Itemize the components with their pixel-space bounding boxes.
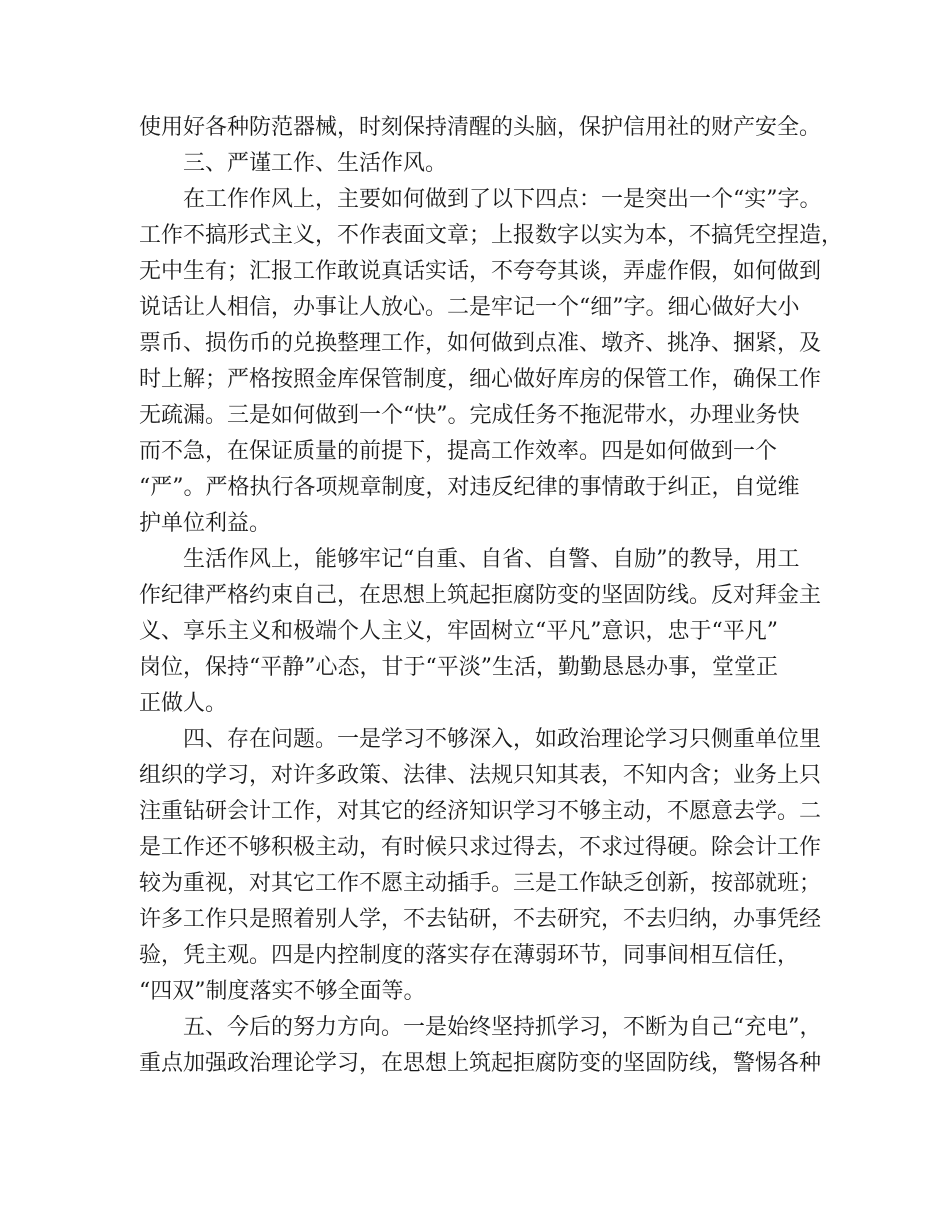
text-line-10: 而不急，在保证质量的前提下，提高工作效率。四是如何做到一个	[139, 439, 778, 464]
text-line-3: 在工作作风上，主要如何做到了以下四点：一是突出一个“实”字。	[183, 187, 822, 212]
text-line-17: 正做人。	[139, 691, 228, 716]
text-line-26: 五、今后的努力方向。一是始终坚持抓学习，不断为自己“充电”，	[183, 1015, 822, 1040]
text-line-15: 义、享乐主义和极端个人主义，牢固树立“平凡”意识，忠于“平凡”	[139, 619, 778, 644]
text-line-2: 三、严谨工作、生活作风。	[183, 151, 448, 176]
text-line-13: 生活作风上，能够牢记“自重、自省、自警、自励”的教导，用工	[183, 547, 800, 572]
text-line-27: 重点加强政治理论学习，在思想上筑起拒腐防变的坚固防线，警惕各种	[139, 1051, 822, 1076]
text-line-22: 较为重视，对其它工作不愿主动插手。三是工作缺乏创新，按部就班；	[139, 871, 822, 896]
text-line-20: 注重钻研会计工作，对其它的经济知识学习不够主动，不愿意去学。二	[139, 799, 822, 824]
text-line-12: 护单位利益。	[139, 511, 272, 536]
text-line-1: 使用好各种防范器械，时刻保持清醒的头脑，保护信用社的财产安全。	[139, 115, 822, 140]
text-line-8: 时上解；严格按照金库保管制度，细心做好库房的保管工作，确保工作	[139, 367, 822, 392]
text-line-7: 票币、损伤币的兑换整理工作，如何做到点准、墩齐、挑净、捆紧，及	[139, 331, 822, 356]
text-line-25: “四双”制度落实不够全面等。	[139, 979, 426, 1004]
text-line-14: 作纪律严格约束自己，在思想上筑起拒腐防变的坚固防线。反对拜金主	[139, 583, 822, 608]
text-line-6: 说话让人相信，办事让人放心。二是牢记一个“细”字。细心做好大小	[139, 295, 800, 320]
text-line-23: 许多工作只是照着别人学，不去钻研，不去研究，不去归纳，办事凭经	[139, 907, 822, 932]
text-line-21: 是工作还不够积极主动，有时候只求过得去，不求过得硬。除会计工作	[139, 835, 822, 860]
text-line-19: 组织的学习，对许多政策、法律、法规只知其表，不知内含；业务上只	[139, 763, 822, 788]
text-line-24: 验，凭主观。四是内控制度的落实存在薄弱环节，同事间相互信任，	[139, 943, 800, 968]
text-line-11: “严”。严格执行各项规章制度，对违反纪律的事情敢于纠正，自觉维	[139, 475, 800, 500]
text-line-9: 无疏漏。三是如何做到一个“快”。完成任务不拖泥带水，办理业务快	[139, 403, 800, 428]
text-line-4: 工作不搞形式主义，不作表面文章；上报数字以实为本，不搞凭空捏造，	[139, 223, 844, 248]
text-line-16: 岗位，保持“平静”心态，甘于“平淡”生活，勤勤恳恳办事，堂堂正	[139, 655, 778, 680]
text-line-5: 无中生有；汇报工作敢说真话实话，不夸夸其谈，弄虚作假，如何做到	[139, 259, 822, 284]
text-line-18: 四、存在问题。一是学习不够深入，如政治理论学习只侧重单位里	[183, 727, 822, 752]
